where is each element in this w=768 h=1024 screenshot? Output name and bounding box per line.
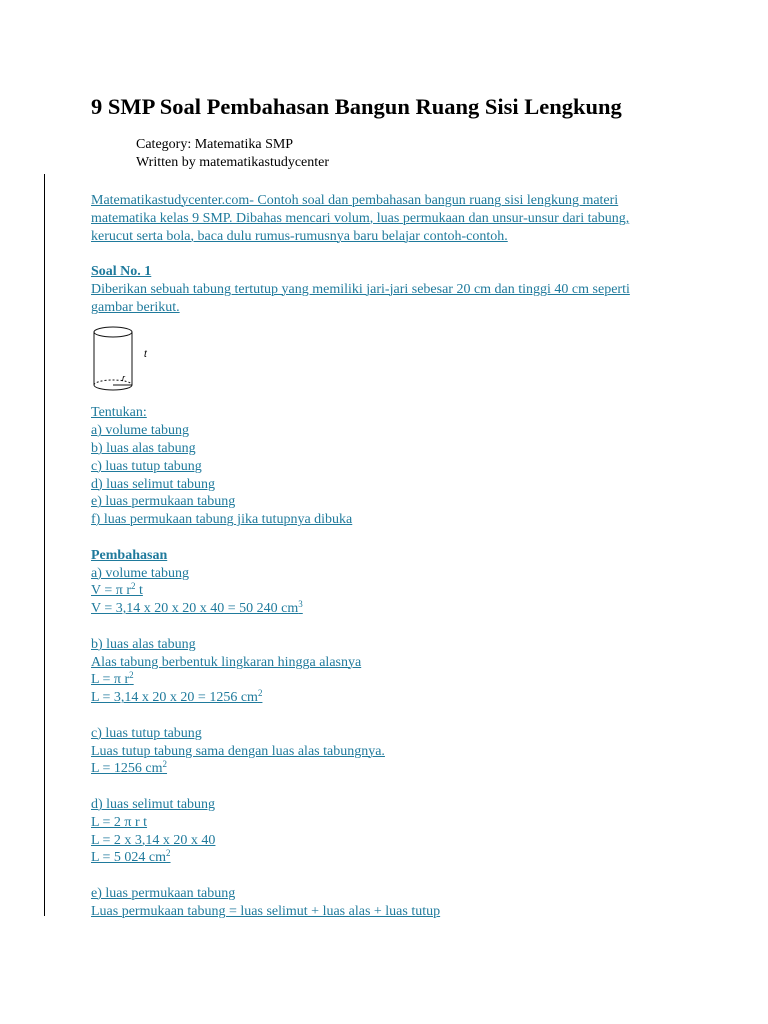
solution-a-formula-1[interactable]: V = π $r^2$ t (91, 581, 143, 599)
solution-heading[interactable]: Pembahasan (91, 547, 168, 563)
height-label: t (144, 348, 147, 360)
question-heading[interactable]: Soal No. 1 (91, 264, 152, 280)
solution-e (91, 885, 691, 921)
question-text-line-2[interactable]: gambar berikut. (91, 299, 180, 315)
solution-c (91, 725, 691, 778)
task-item-b[interactable]: b) luas alas tabung (91, 440, 196, 456)
radius-label: r (122, 372, 125, 383)
author-label: Written by matematikastudycenter (136, 155, 330, 170)
solution-a-formula-2[interactable]: V = 3,14 x 20 x 20 x 40 = 50 240 $cm^3$ (91, 599, 303, 617)
cylinder-figure (91, 321, 153, 399)
page-title: 9 SMP Soal Pembahasan Bangun Ruang Sisi Lengkung (91, 94, 622, 119)
solution-b-label[interactable]: b) luas alas tabung (91, 636, 196, 652)
solution-e-label[interactable]: e) luas permukaan tabung (91, 885, 236, 901)
article-body (91, 192, 691, 920)
solution-b (91, 636, 691, 707)
solution-a-label[interactable]: a) volume tabung (91, 565, 189, 581)
question-section (91, 263, 691, 529)
solution-d-formula-3[interactable]: L = 5 024 $cm^2$ (91, 848, 171, 866)
task-label[interactable]: Tentukan: (91, 405, 147, 421)
solution-c-label[interactable]: c) luas tutup tabung (91, 725, 202, 741)
intro-link-line-1[interactable]: Matematikastudycenter.com- Contoh soal dan pembahasan bangun ruang sisi lengkung materi (91, 193, 619, 208)
intro-paragraph (91, 192, 691, 245)
solution-d-label[interactable]: d) luas selimut tabung (91, 796, 216, 812)
solution-c-desc[interactable]: Luas tutup tabung sama dengan luas alas tabungnya. (91, 743, 385, 759)
page-margin-bar (44, 174, 45, 916)
intro-link-line-3[interactable]: kerucut serta bola, baca dulu rumus-rumusnya baru belajar contoh-contoh. (91, 228, 508, 244)
solution-b-formula-1[interactable]: L = π $r^2$ (91, 670, 134, 688)
solution-d (91, 796, 691, 867)
article-meta (136, 136, 329, 172)
solution-e-formula-1[interactable]: Luas permukaan tabung = luas selimut + luas alas + luas tutup (91, 903, 441, 919)
task-item-f[interactable]: f) luas permukaan tabung jika tutupnya dibuka (91, 512, 353, 528)
task-item-e[interactable]: e) luas permukaan tabung (91, 494, 236, 510)
category-label: Category: Matematika SMP (136, 137, 294, 152)
solution-d-formula-2[interactable]: L = 2 x 3,14 x 20 x 40 (91, 832, 216, 848)
task-item-d[interactable]: d) luas selimut tabung (91, 476, 216, 492)
solution-d-formula-1[interactable]: L = 2 π r t (91, 814, 148, 830)
question-text-line-1[interactable]: Diberikan sebuah tabung tertutup yang memiliki jari-jari sebesar 20 cm dan tinggi 40 cm seperti (91, 281, 630, 297)
solution-a (91, 547, 691, 618)
intro-link-line-2[interactable]: matematika kelas 9 SMP. Dibahas mencari volum, luas permukaan dan unsur-unsur dari tabung, (91, 210, 630, 226)
task-item-c[interactable]: c) luas tutup tabung (91, 458, 202, 474)
solution-c-formula-1[interactable]: L = 1256 $cm^2$ (91, 759, 168, 777)
solution-b-desc[interactable]: Alas tabung berbentuk lingkaran hingga alasnya (91, 654, 362, 670)
solution-b-formula-2[interactable]: L = 3,14 x 20 x 20 = 1256 $cm^2$ (91, 688, 263, 706)
task-item-a[interactable]: a) volume tabung (91, 423, 189, 439)
